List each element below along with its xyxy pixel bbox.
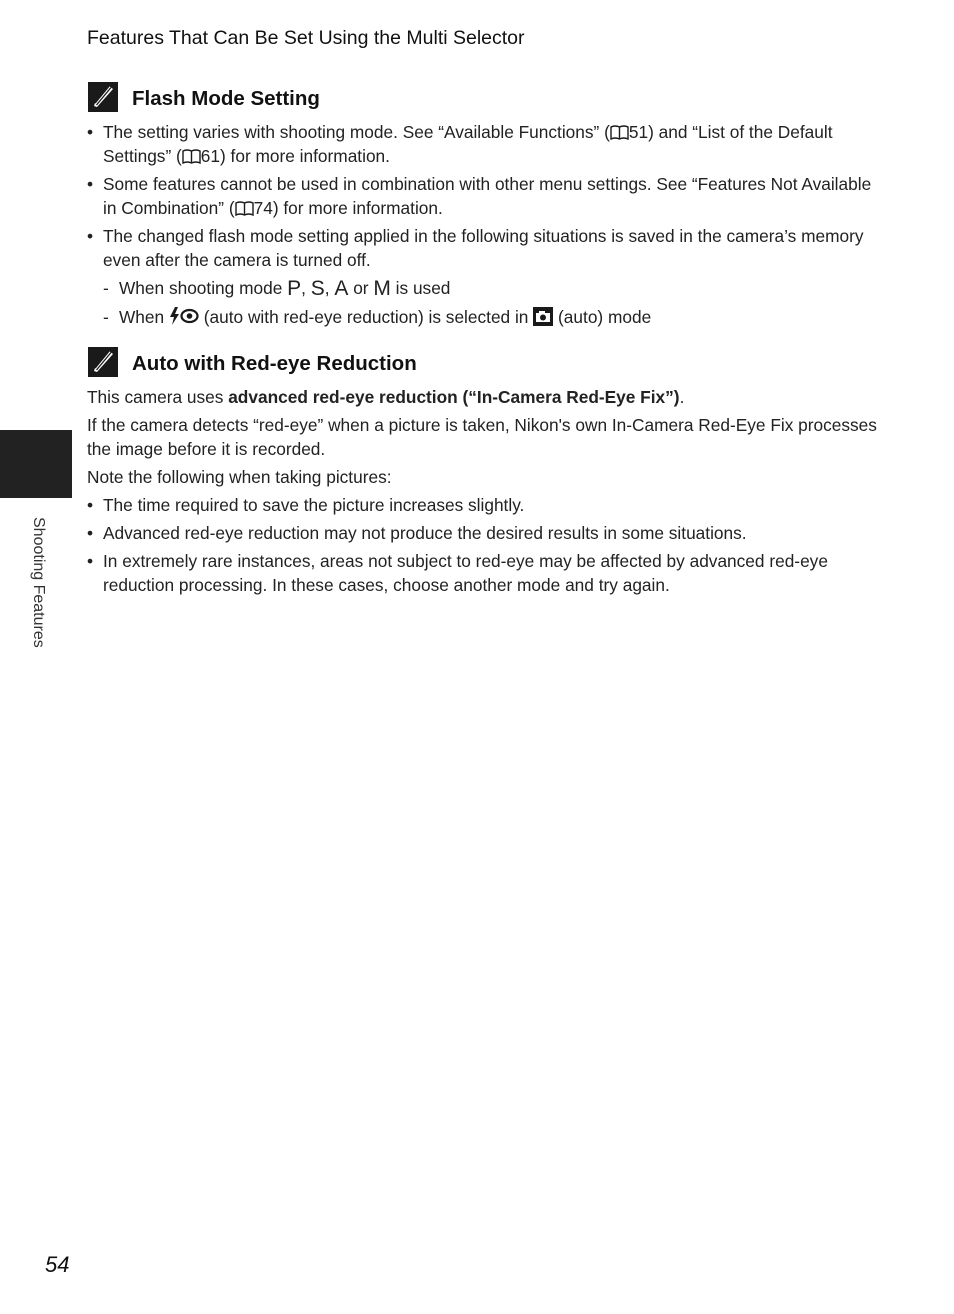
book-reference-icon	[182, 149, 201, 164]
list-item: • The time required to save the picture increases slightly.	[87, 495, 525, 515]
pencil-icon	[88, 82, 118, 112]
red-eye-bullets	[87, 493, 877, 597]
section-heading	[87, 347, 877, 387]
flash-red-eye-icon	[169, 306, 199, 326]
mode-a-icon: A	[334, 277, 349, 300]
mode-s-icon: S	[310, 277, 325, 300]
list-item: • Advanced red-eye reduction may not produce the desired results in some situations.	[87, 523, 747, 543]
intro-paragraph: This camera uses advanced red-eye reduction (“In-Camera Red-Eye Fix”).	[87, 387, 685, 407]
list-item: • The setting varies with shooting mode. See “Available Functions” ( 51) and “List of the Default Settings” ( 61) for more information.	[87, 122, 833, 166]
section-title: Flash Mode Setting	[132, 87, 320, 110]
book-reference-icon	[610, 125, 629, 140]
mode-m-icon: M	[373, 277, 391, 300]
page-number: 54	[45, 1252, 70, 1277]
sub-item-modes: - When shooting mode P, S, A or M is used	[103, 277, 451, 300]
chapter-tab	[0, 430, 72, 498]
flash-mode-bullets	[87, 120, 877, 272]
section-heading	[87, 82, 877, 122]
detection-paragraph: If the camera detects “red-eye” when a picture is taken, Nikon's own In-Camera Red-Eye Fix processes the image before it is recorded.	[87, 415, 877, 459]
red-eye-section	[87, 347, 877, 601]
section-title: Auto with Red-eye Reduction	[132, 352, 417, 375]
book-reference-icon	[235, 201, 254, 216]
pencil-icon	[88, 347, 118, 377]
flash-mode-section	[87, 82, 877, 333]
running-header: Features That Can Be Set Using the Multi Selector	[87, 27, 525, 49]
list-item: • In extremely rare instances, areas not subject to red-eye may be affected by advanced red-eye reduction processing. In these cases, choose another mode and try again.	[87, 551, 828, 595]
mode-p-icon: P	[287, 277, 302, 300]
camera-auto-icon	[533, 307, 553, 326]
list-item: • Some features cannot be used in combination with other menu settings. See “Features Not Available in Combination” ( 74) for more information.	[87, 174, 872, 218]
list-item: • The changed flash mode setting applied in the following situations is saved in the camera’s memory even after the camera is turned off.	[87, 226, 864, 270]
chapter-label: Shooting Features	[30, 517, 47, 648]
sub-item-redeye: - When (auto with red-eye reduction) is selected in (auto) mode	[103, 307, 652, 327]
note-paragraph: Note the following when taking pictures:	[87, 467, 392, 487]
